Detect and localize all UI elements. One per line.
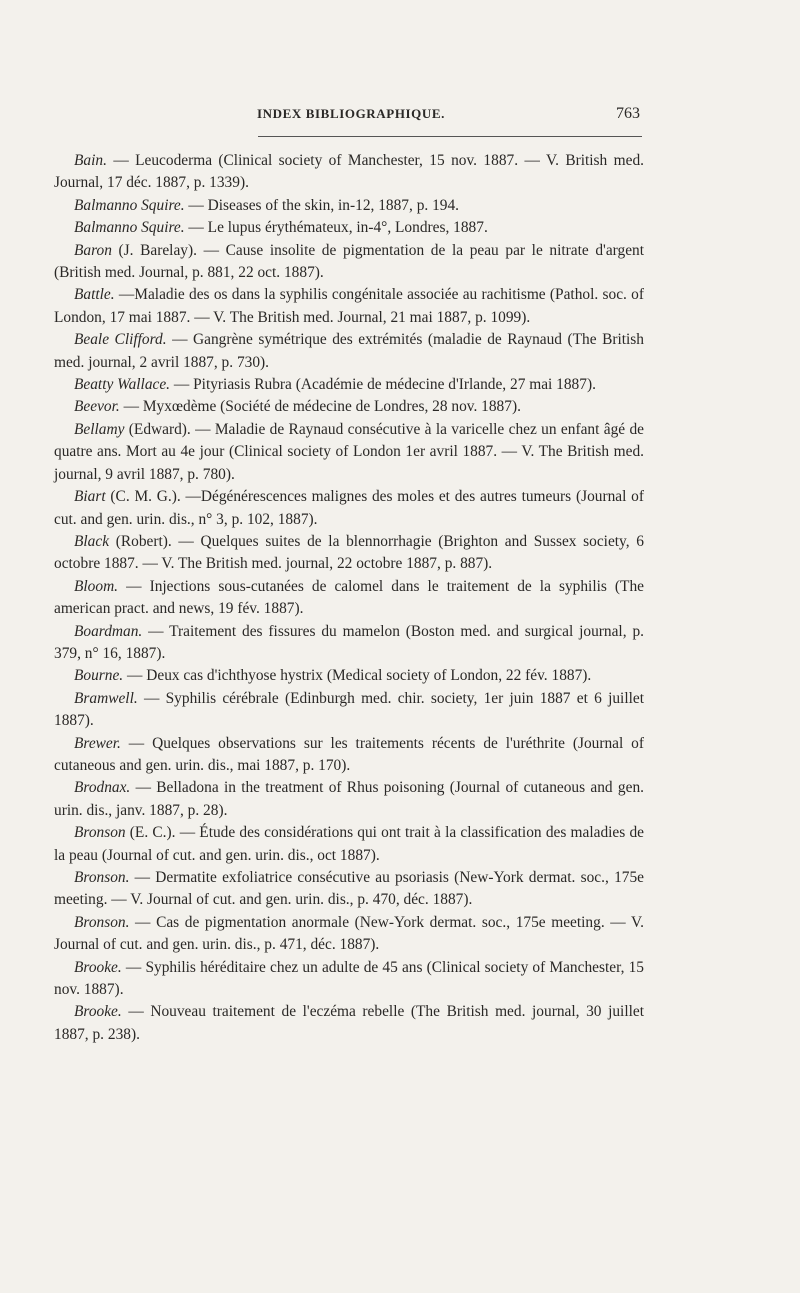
entry-author: Beale Clifford. xyxy=(74,331,167,349)
bibliography-entry xyxy=(54,867,644,912)
entry-author: Bronson. xyxy=(74,869,130,886)
entry-text: — Cas de pigmentation anormale (New-York dermat. soc., 175e meeting. — V. Journal of cut. and gen. urin. dis., p. 471, déc. 1887). xyxy=(54,913,644,954)
entry-text: — Dermatite exfoliatrice consécutive au psoriasis (New-York dermat. soc., 175e meeting. — V. Journal of cut. and gen. urin. dis., p. 470, déc. 1887). xyxy=(54,869,644,909)
entry-text: — Syphilis héréditaire chez un adulte de 45 ans (Clinical society of Manchester, 15 nov. 1887). xyxy=(54,958,644,999)
entry-author: Baron xyxy=(74,241,112,259)
entry-text: — Pityriasis Rubra (Académie de médecine d'Irlande, 27 mai 1887). xyxy=(170,376,596,394)
entry-text: — Belladona in the treatment of Rhus poisoning (Journal of cutaneous and gen. urin. dis., janv. 1887, p. 28). xyxy=(54,779,644,819)
entry-author: Bellamy xyxy=(74,420,125,438)
entry-text: (E. C.). — Étude des considérations qui ont trait à la classification des maladies de la peau (Journal of cut. and gen. urin. dis., oct 1887). xyxy=(54,824,644,864)
entry-author: Balmanno Squire. xyxy=(74,196,185,214)
entry-author: Biart xyxy=(74,488,106,506)
entry-text: (Edward). — Maladie de Raynaud consécutive à la varicelle chez un enfant âgé de quatre ans. Mort au 4e jour (Clinical society of London 1er avril 1887. — V. The British med. journal, 9 avril 1887, p. 780). xyxy=(54,420,644,483)
entry-text: — Syphilis cérébrale (Edinburgh med. chir. society, 1er juin 1887 et 6 juillet 1887). xyxy=(54,689,644,730)
entry-text: — Le lupus érythémateux, in-4°, Londres, 1887. xyxy=(184,219,488,237)
bibliography-entry xyxy=(54,531,644,576)
bibliography-entry xyxy=(54,150,644,195)
running-title: INDEX BIBLIOGRAPHIQUE. xyxy=(257,106,446,121)
entry-author: Beatty Wallace. xyxy=(74,376,171,394)
entry-author: Brooke. xyxy=(74,958,122,976)
bibliography-entry xyxy=(54,777,644,822)
bibliography-entry xyxy=(54,665,644,687)
header-rule xyxy=(258,136,642,137)
entry-author: Boardman. xyxy=(74,622,143,640)
entry-author: Black xyxy=(74,532,110,550)
entry-author: Bronson. xyxy=(74,913,130,931)
entry-author: Balmanno Squire. xyxy=(74,219,185,237)
entry-author: Bourne. xyxy=(74,667,124,685)
bibliography-list xyxy=(54,150,644,1046)
bibliography-entry xyxy=(54,957,644,1002)
entry-author: Bramwell. xyxy=(74,689,138,707)
entry-text: — Deux cas d'ichthyose hystrix (Medical society of London, 22 fév. 1887). xyxy=(123,667,592,685)
bibliography-entry xyxy=(54,486,644,531)
page-header xyxy=(0,106,800,128)
entry-text: — Leucoderma (Clinical society of Manchester, 15 nov. 1887. — V. British med. Journal, 17 déc. 1887, p. 1339). xyxy=(54,152,644,192)
entry-author: Beevor. xyxy=(74,398,120,416)
entry-text: — Myxœdème (Société de médecine de Londres, 28 nov. 1887). xyxy=(119,398,521,416)
bibliography-entry xyxy=(54,240,644,285)
bibliography-entry xyxy=(54,284,644,329)
entry-author: Brodnax. xyxy=(74,779,131,797)
bibliography-entry xyxy=(54,576,644,621)
entry-text: (J. Barelay). — Cause insolite de pigmentation de la peau par le nitrate d'argent (British med. Journal, p. 881, 22 oct. 1887). xyxy=(54,241,644,282)
bibliography-entry xyxy=(54,217,644,239)
bibliography-entry xyxy=(54,912,644,957)
entry-author: Brewer. xyxy=(74,734,121,752)
entry-author: Battle. xyxy=(74,286,115,304)
entry-text: —Maladie des os dans la syphilis congénitale associée au rachitisme (Pathol. soc. of London, 17 mai 1887. — V. The British med. Journal, 21 mai 1887, p. 1099). xyxy=(54,286,644,326)
entry-text: — Traitement des fissures du mamelon (Boston med. and surgical journal, p. 379, n° 16, 1887). xyxy=(54,622,644,662)
bibliography-entry xyxy=(54,195,644,217)
bibliography-entry xyxy=(54,329,644,374)
entry-text: — Quelques observations sur les traitements récents de l'uréthrite (Journal of cutaneous and gen. urin. dis., mai 1887, p. 170). xyxy=(54,734,644,774)
entry-author: Bronson xyxy=(74,824,126,842)
entry-author: Bain. xyxy=(74,152,107,169)
bibliography-entry xyxy=(54,419,644,486)
bibliography-entry xyxy=(54,374,644,396)
entry-text: — Injections sous-cutanées de calomel dans le traitement de la syphilis (The american pract. and news, 19 fév. 1887). xyxy=(54,577,644,618)
bibliography-entry xyxy=(54,822,644,867)
bibliography-entry xyxy=(54,396,644,418)
page-number: 763 xyxy=(616,105,640,122)
bibliography-entry xyxy=(54,1001,644,1046)
entry-author: Bloom. xyxy=(74,577,119,595)
entry-text: (Robert). — Quelques suites de la blennorrhagie (Brighton and Sussex society, 6 octobre 1887. — V. The British med. journal, 22 octobre 1887, p. 887). xyxy=(54,532,644,573)
bibliography-entry xyxy=(54,733,644,778)
bibliography-entry xyxy=(54,621,644,666)
bibliography-entry xyxy=(54,688,644,733)
entry-text: (C. M. G.). —Dégénérescences malignes des moles et des autres tumeurs (Journal of cut. and gen. urin. dis., n° 3, p. 102, 1887). xyxy=(54,488,644,528)
entry-text: — Gangrène symétrique des extrémités (maladie de Raynaud (The British med. journal, 2 avril 1887, p. 730). xyxy=(54,331,644,371)
entry-author: Brooke. xyxy=(74,1003,122,1021)
entry-text: — Diseases of the skin, in-12, 1887, p. 194. xyxy=(184,196,460,214)
entry-text: — Nouveau traitement de l'eczéma rebelle (The British med. journal, 30 juillet 1887, p. 238). xyxy=(54,1003,644,1043)
